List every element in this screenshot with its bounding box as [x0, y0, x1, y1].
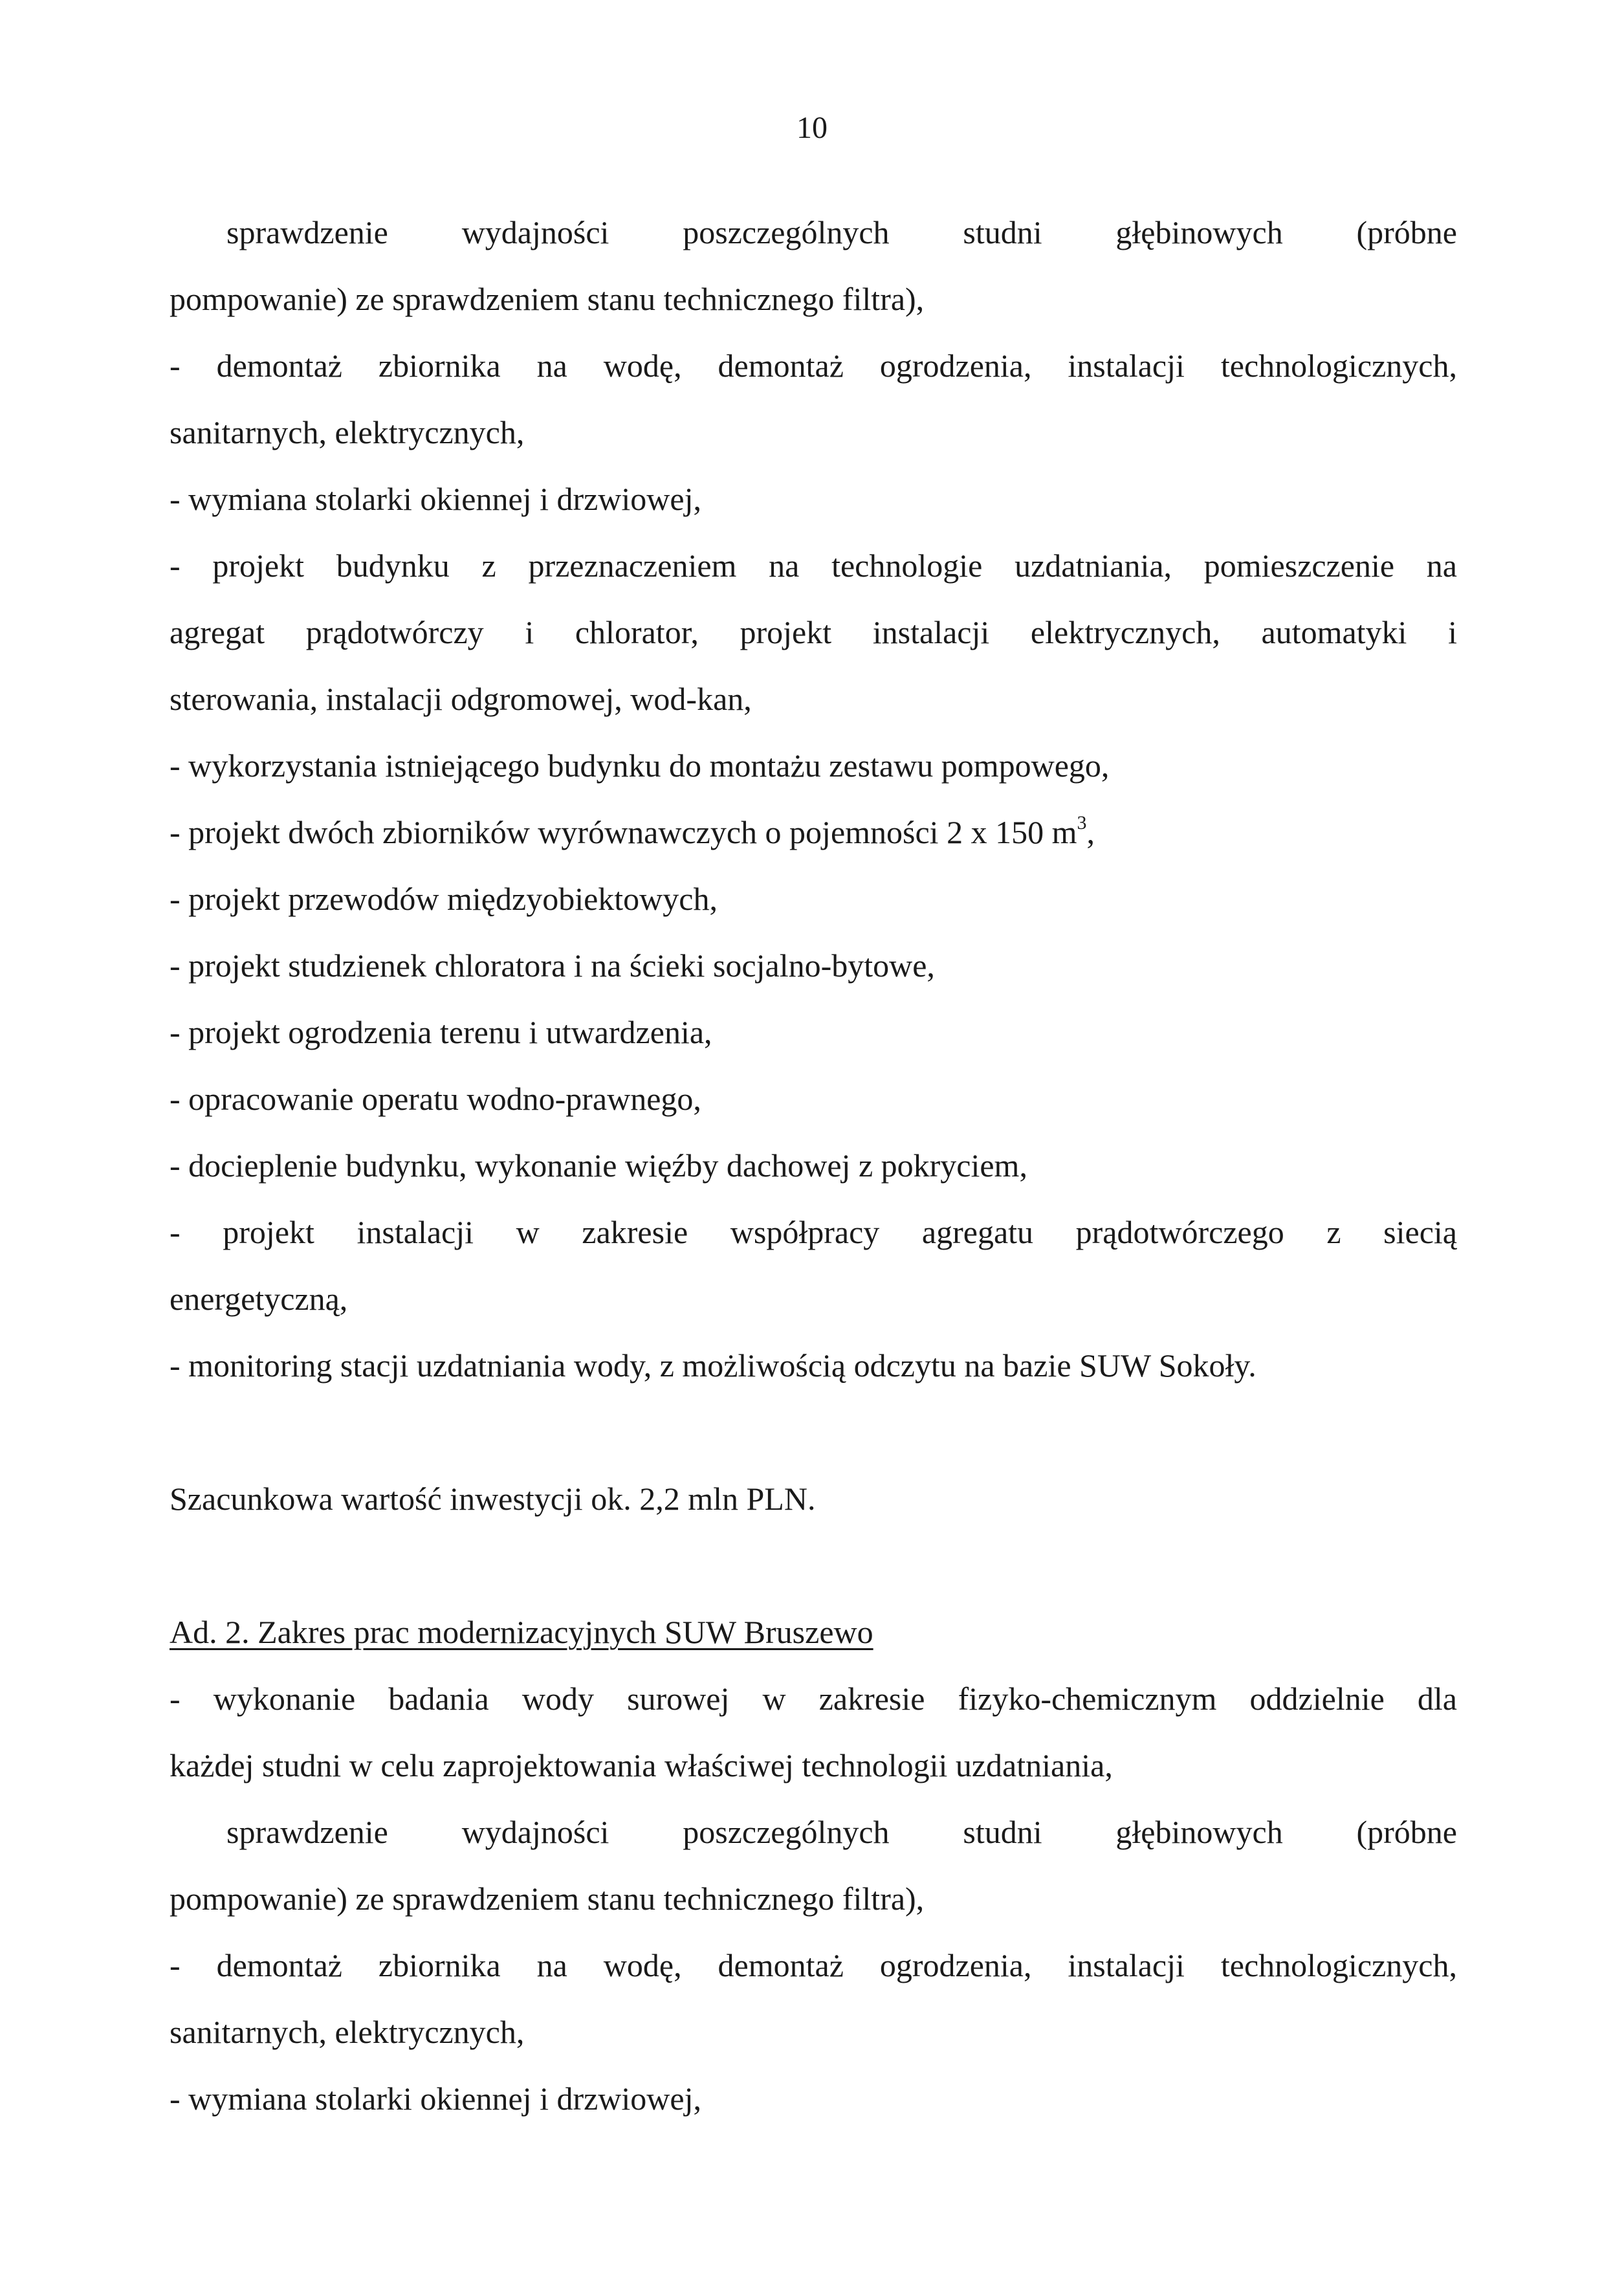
- text-line: - wykonanie badania wody surowej w zakresie fizyko-chemicznym oddzielnie dla: [170, 1681, 1457, 1717]
- text-line: - wykorzystania istniejącego budynku do montażu zestawu pompowego,: [170, 747, 1110, 784]
- page-number: 10: [796, 111, 828, 145]
- text-line: [170, 812, 1457, 879]
- text-line: sterowania, instalacji odgromowej, wod-kan,: [170, 681, 752, 717]
- text-line: - projekt ogrodzenia terenu i utwardzenia,: [170, 1014, 712, 1050]
- text-line: - projekt studzienek chloratora i na ścieki socjalno-bytowe,: [170, 947, 935, 984]
- text-line: - monitoring stacji uzdatniania wody, z możliwością odczytu na bazie SUW Sokoły.: [170, 1347, 1256, 1384]
- text-line: - demontaż zbiornika na wodę, demontaż ogrodzenia, instalacji technologicznych,: [170, 347, 1457, 384]
- text-line: - docieplenie budynku, wykonanie więźby dachowej z pokryciem,: [170, 1147, 1027, 1184]
- text-line: sanitarnych, elektrycznych,: [170, 414, 525, 450]
- spacer: [170, 1412, 1457, 1479]
- text-line: - projekt instalacji w zakresie współpracy agregatu prądotwórczego z siecią: [170, 1214, 1457, 1250]
- superscript: 3: [1077, 812, 1087, 833]
- text-line: każdej studni w celu zaprojektowania właściwej technologii uzdatniania,: [170, 1747, 1113, 1783]
- text-line: - wymiana stolarki okiennej i drzwiowej,: [170, 2080, 701, 2117]
- text-fragment: ,: [1086, 814, 1095, 850]
- text-line: pompowanie) ze sprawdzeniem stanu technicznego filtra),: [170, 281, 925, 317]
- document-body: [170, 212, 1457, 2145]
- text-line: - wymiana stolarki okiennej i drzwiowej,: [170, 481, 701, 517]
- section-heading: Ad. 2. Zakres prac modernizacyjnych SUW Bruszewo: [170, 1614, 873, 1650]
- text-line: pompowanie) ze sprawdzeniem stanu technicznego filtra),: [170, 1880, 925, 1917]
- text-line: agregat prądotwórczy i chlorator, projekt instalacji elektrycznych, automatyki i: [170, 614, 1457, 650]
- text-line: sanitarnych, elektrycznych,: [170, 2014, 525, 2050]
- text-line: - opracowanie operatu wodno-prawnego,: [170, 1081, 701, 1117]
- estimate-line: Szacunkowa wartość inwestycji ok. 2,2 mln PLN.: [170, 1481, 816, 1517]
- spacer: [170, 1545, 1457, 1612]
- text-line: energetyczną,: [170, 1281, 348, 1317]
- text-line: sprawdzenie wydajności poszczególnych studni głębinowych (próbne: [226, 1814, 1457, 1850]
- text-line: sprawdzenie wydajności poszczególnych studni głębinowych (próbne: [226, 214, 1457, 250]
- section-heading-line: [170, 1612, 1457, 1679]
- text-line: - projekt przewodów międzyobiektowych,: [170, 881, 718, 917]
- text-line: - projekt budynku z przeznaczeniem na technologie uzdatniania, pomieszczenie na: [170, 547, 1457, 584]
- text-fragment: - projekt dwóch zbiorników wyrównawczych o pojemności 2 x 150 m: [170, 814, 1077, 850]
- text-line: - demontaż zbiornika na wodę, demontaż ogrodzenia, instalacji technologicznych,: [170, 1947, 1457, 1983]
